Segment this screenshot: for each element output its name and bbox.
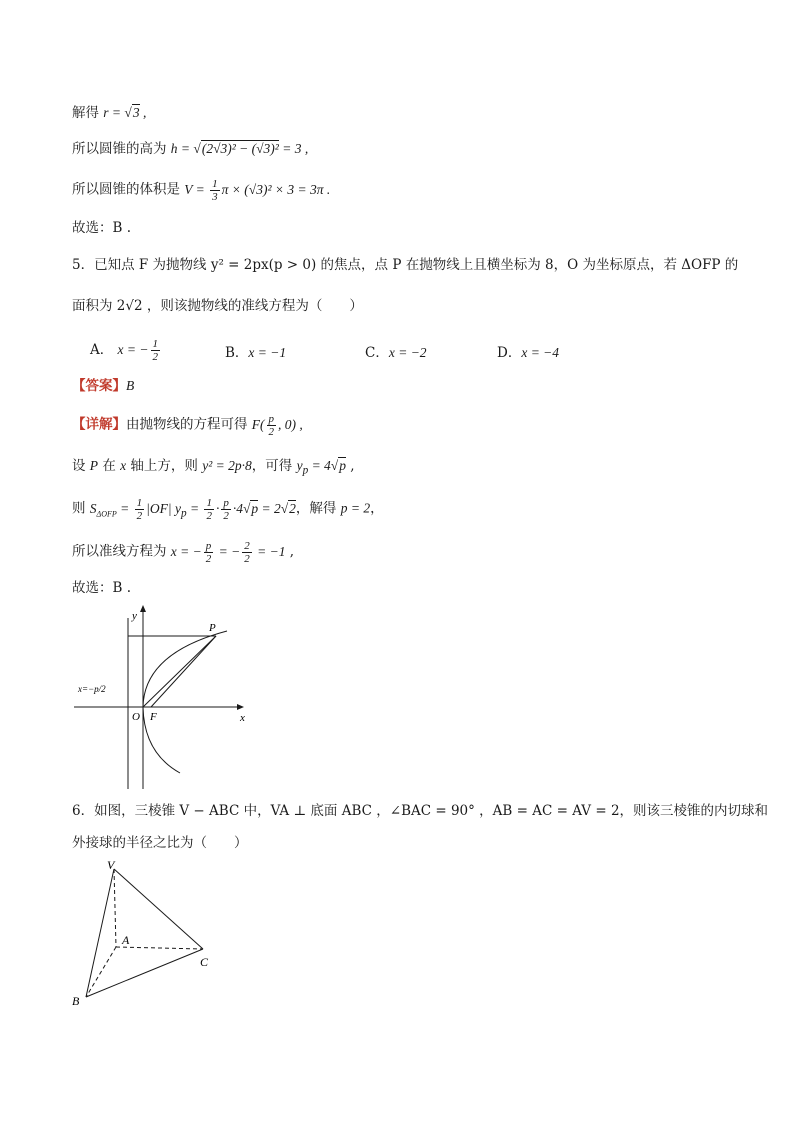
label-b: B bbox=[72, 994, 80, 1008]
q5-choice: 故选：B . bbox=[72, 580, 132, 596]
label-c: C bbox=[200, 955, 209, 969]
q5-stem-line1: 5．已知点 F 为抛物线 y² = 2px(p > 0) 的焦点，点 P 在抛物线上且横坐标为 8，O 为坐标原点，若 ΔOFP 的 bbox=[72, 257, 739, 273]
math-h: h = √(2√3)² − (√3)² = 3 , bbox=[170, 141, 309, 156]
label-f: F bbox=[150, 711, 157, 723]
label-v: V bbox=[107, 858, 115, 872]
parabola-figure bbox=[72, 603, 262, 793]
label-p: P bbox=[209, 622, 216, 634]
q5-detail-4: 所以准线方程为 x = − $\frac{p}{2}$ = − $\frac{2}{2}$ = −1 , bbox=[72, 540, 295, 565]
q5-option-d: D．x = −4 bbox=[497, 345, 560, 361]
q5-detail-2: 设 P 在 x 轴上方，则 y² = 2p·8，可得 $y_p = 4√p$ , bbox=[72, 458, 355, 477]
label-o: O bbox=[132, 711, 140, 723]
label-a: A bbox=[122, 933, 130, 947]
q5-option-b: B．x = −1 bbox=[225, 345, 287, 361]
q5-detail-3: 则 $S_{\Delta OFP}$ = $\frac{1}{2}$ |OF| $y_p$ = $\frac{1}{2}$ · $\frac{p}{2}$ ·4√p = 2√2，解得 p = 2， bbox=[72, 497, 384, 522]
q5-option-a: A． x = − $\frac{1}{2}$ bbox=[90, 338, 159, 364]
label-x: x bbox=[240, 712, 245, 724]
math-v: V = $\frac{1}{3}$ π × (√3)² × 3 = 3π . bbox=[184, 178, 331, 203]
q6-stem-line2: 外接球的半径之比为（ ） bbox=[72, 835, 248, 851]
solution-choice-prev: 故选：B . bbox=[72, 220, 132, 236]
solution-line-r: 解得 r = √3 , bbox=[72, 105, 147, 121]
q5-answer: 【答案】B bbox=[72, 378, 135, 394]
solution-line-volume: 所以圆锥的体积是 V = $\frac{1}{3}$ π × (√3)² × 3 = 3π . bbox=[72, 178, 331, 203]
pyramid-figure bbox=[70, 855, 230, 1010]
solution-line-height: 所以圆锥的高为 h = √(2√3)² − (√3)² = 3 , bbox=[72, 141, 309, 157]
label-directrix: x=−p/2 bbox=[78, 684, 106, 694]
math-r: r = √3 , bbox=[103, 105, 147, 120]
q5-option-c: C．x = −2 bbox=[365, 345, 427, 361]
q5-detail-1: 【详解】由抛物线的方程可得 F( $\frac{p}{2}$ , 0) , bbox=[72, 413, 303, 438]
label-y: y bbox=[132, 610, 137, 622]
q6-stem-line1: 6．如图，三棱锥 V − ABC 中，VA ⊥ 底面 ABC ，∠BAC = 90° ，AB = AC = AV = 2，则该三棱锥的内切球和 bbox=[72, 803, 769, 819]
q5-stem-line2: 面积为 2√2 ，则该抛物线的准线方程为（ ） bbox=[72, 298, 363, 314]
